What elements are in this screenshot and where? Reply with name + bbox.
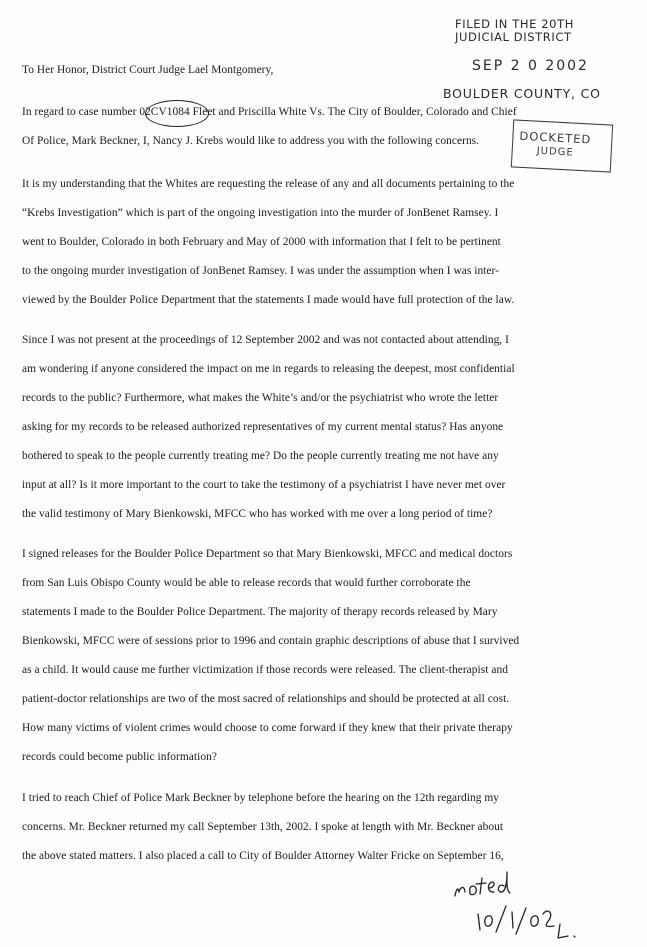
paragraph3-line-1: I signed releases for the Boulder Police Department so that Mary Bienkowski, MFCC and medical doctors — [22, 548, 513, 560]
paragraph1-line-2: “Krebs Investigation” which is part of the ongoing investigation into the murder of JonBenet Ramsey. I — [22, 207, 499, 219]
paragraph1-line-1: It is my understanding that the Whites are requesting the release of any and all documents pertaining to the — [22, 178, 515, 190]
paragraph3-line-6: patient-doctor relationships are two of the most sacred of relationships and should be protected at all cost. — [22, 693, 510, 705]
paragraph3-line-4: Bienkowski, MFCC were of sessions prior to 1996 and contain graphic descriptions of abuse that I survived — [22, 635, 520, 647]
paragraph3-line-3: statements I made to the Boulder Police Department. The majority of therapy records released by Mary — [22, 606, 498, 618]
paragraph4-line-1: I tried to reach Chief of Police Mark Beckner by telephone before the hearing on the 12th regarding my — [22, 792, 500, 804]
paragraph4-line-3: the above stated matters. I also placed a call to City of Boulder Attorney Walter Fricke on September 16, — [22, 850, 504, 862]
paragraph3-line-5: as a child. It would cause me further victimization if those records were released. The client-therapist and — [22, 664, 508, 676]
paragraph3-line-8: records could become public information? — [22, 751, 217, 763]
paragraph2-line-3: records to the public? Furthermore, what makes the White’s and/or the psychiatrist who wrote the letter — [22, 392, 499, 404]
filed-stamp-line2: JUDICIAL DISTRICT — [455, 30, 572, 44]
filed-stamp — [455, 18, 580, 44]
paragraph3-line-2: from San Luis Obispo County would be able to release records that would further corroborate the — [22, 577, 471, 589]
filed-stamp-line1: FILED IN THE 20TH — [455, 17, 574, 31]
county-stamp: BOULDER COUNTY, CO — [443, 86, 601, 101]
paragraph2-line-7: the valid testimony of Mary Bienkowski, MFCC who has worked with me over a long period of time? — [22, 508, 493, 520]
paragraph2-line-6: input at all? Is it more important to the court to take the testimony of a psychiatrist I have never met over — [22, 479, 506, 491]
salutation: To Her Honor, District Court Judge Lael Montgomery, — [22, 64, 274, 76]
paragraph1-line-3: went to Boulder, Colorado in both February and May of 2000 with information that I felt to be pertinent — [22, 236, 501, 248]
filed-date-stamp: SEP 2 0 2002 — [472, 58, 589, 74]
paragraph4-line-2: concerns. Mr. Beckner returned my call September 13th, 2002. I spoke at length with Mr. Beckner about — [22, 821, 504, 833]
docketed-stamp — [511, 119, 613, 172]
intro-line-2: Of Police, Mark Beckner, I, Nancy J. Krebs would like to address you with the following concerns. — [22, 135, 480, 147]
paragraph2-line-5: bothered to speak to the people currently treating me? Do the people currently treating me not have any — [22, 450, 499, 462]
paragraph2-line-2: am wondering if anyone considered the impact on me in regards to releasing the deepest, most confidential — [22, 363, 515, 375]
handwritten-noted-signature — [450, 862, 580, 942]
docketed-label: DOCKETED — [519, 128, 592, 147]
paragraph1-line-4: to the ongoing murder investigation of JonBenet Ramsey. I was under the assumption when I was inter- — [22, 265, 499, 277]
paragraph1-line-5: viewed by the Boulder Police Department that the statements I made would have full protection of the law. — [22, 294, 515, 306]
paragraph2-line-1: Since I was not present at the proceedings of 12 September 2002 and was not contacted about attending, I — [22, 334, 509, 346]
paragraph2-line-4: asking for my records to be released authorized representatives of my current mental status? Has anyone — [22, 421, 504, 433]
case-number-circle — [145, 100, 209, 127]
judge-label: JUDGE — [536, 145, 574, 159]
paragraph3-line-7: How many victims of violent crimes would choose to come forward if they knew that their private therapy — [22, 722, 513, 734]
intro-line-1: In regard to case number 02CV1084 Fleet and Priscilla White Vs. The City of Boulder, Colorado and Chief — [22, 106, 517, 118]
